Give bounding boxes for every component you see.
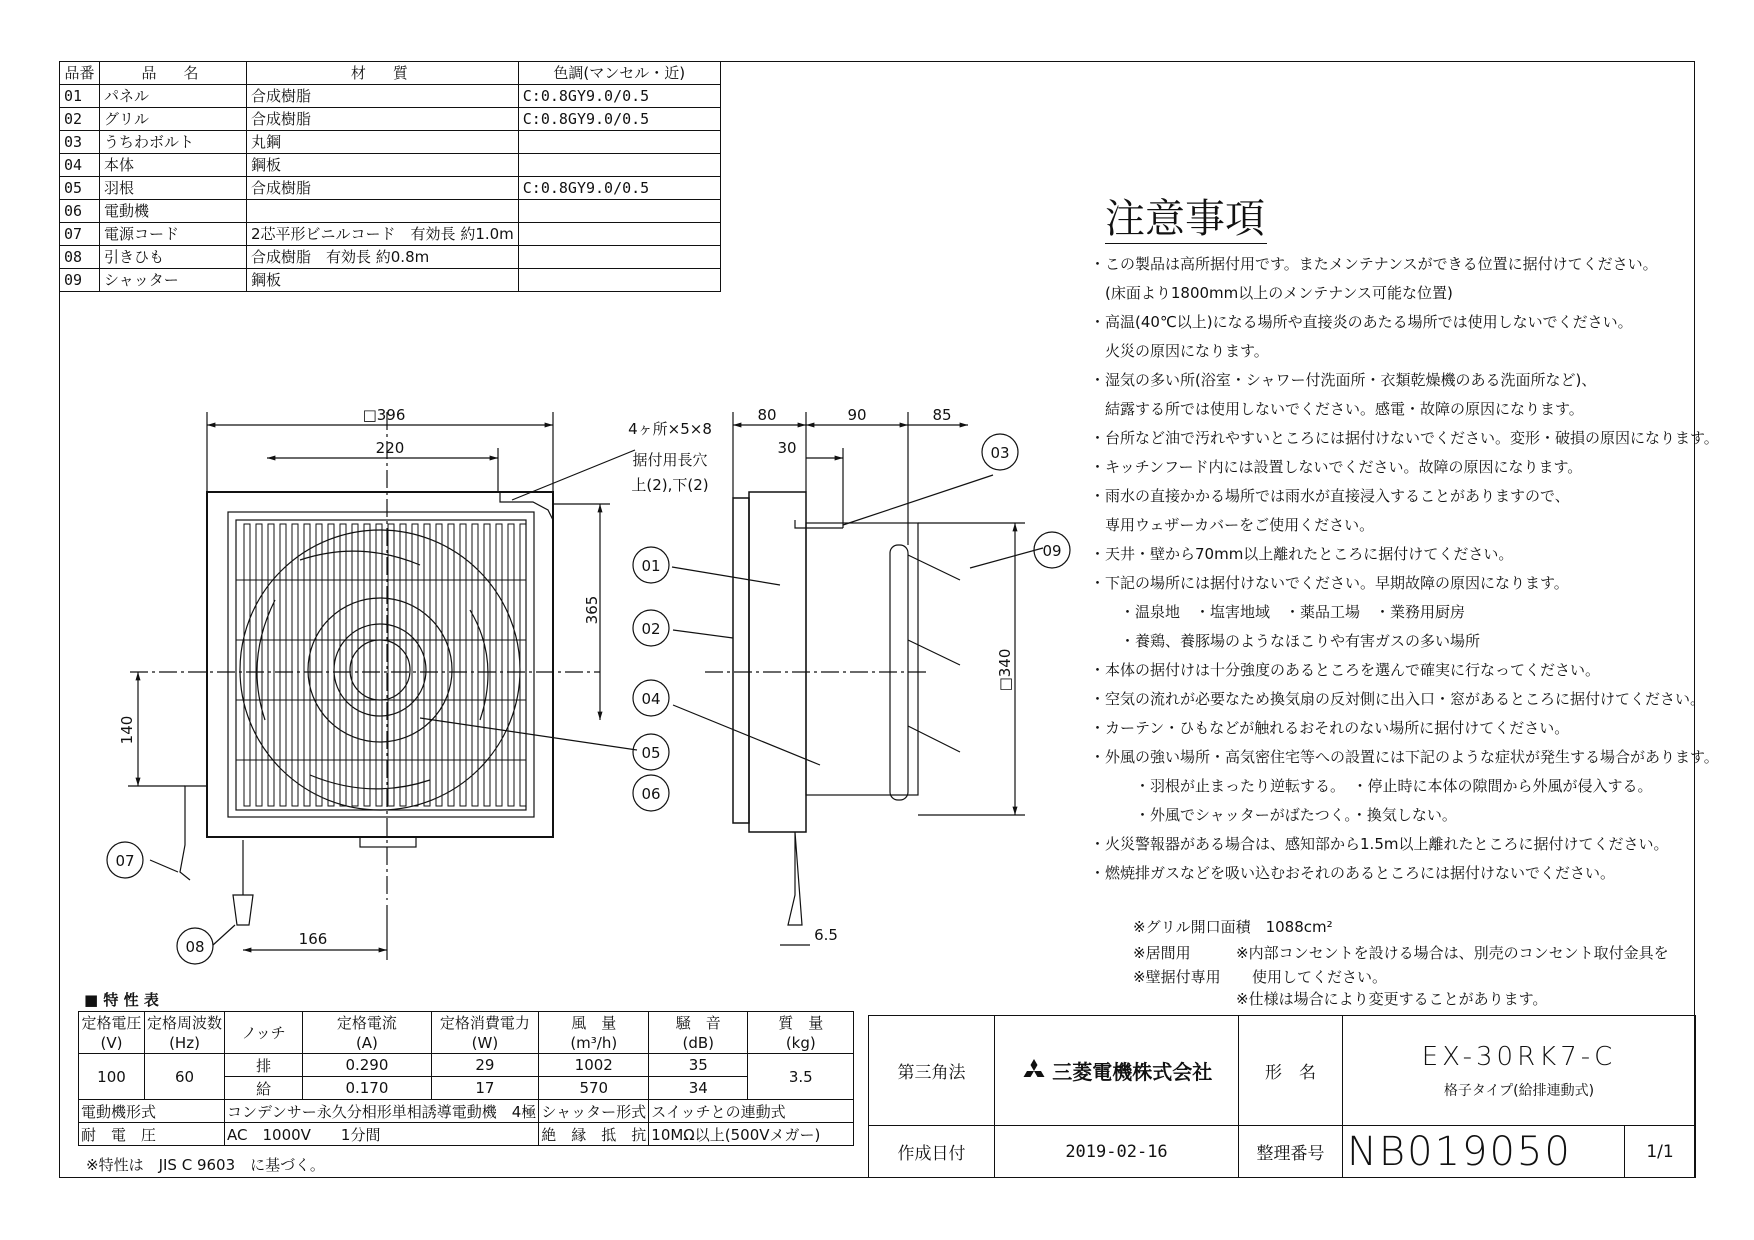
mitsubishi-logo-icon [1021, 1059, 1047, 1083]
grille-bar [268, 524, 274, 806]
caution-note-line: ・台所など油で汚れやすいところには据付けないでください。変形・破損の原因になります。 [1090, 429, 1719, 447]
caution-note-line: (床面より1800mm以上のメンテナンス可能な位置) [1090, 284, 1453, 302]
part-name: パネル [100, 85, 247, 108]
caution-note-line: ・燃焼排ガスなどを吸い込むおそれのあるところには据付けないでください。 [1090, 864, 1616, 882]
living-room-note: ※居間用 [1133, 944, 1191, 962]
spec-withstand-label: 耐 電 圧 [79, 1123, 225, 1146]
model-number: EX-30RK7-C [1421, 1041, 1617, 1072]
grille-bar [460, 524, 466, 806]
number-label: 整理番号 [1239, 1126, 1343, 1178]
part-material: 合成樹脂 有効長 約0.8m [247, 246, 519, 269]
spec-motor-label: 電動機形式 [79, 1100, 225, 1123]
part-material: 丸鋼 [247, 131, 519, 154]
company-name: 三菱電機株式会社 [1052, 1060, 1213, 1084]
grille-bar [496, 524, 502, 806]
dim-side-3: 85 [932, 406, 952, 424]
part-number: 09 [60, 269, 100, 292]
caution-note-line: ・養鶏、養豚場のようなほこりや有害ガスの多い場所 [1090, 632, 1481, 650]
part-name: シャッター [100, 269, 247, 292]
caution-note-line: ・高温(40℃以上)になる場所や直接炎のあたる場所では使用しないでください。 [1090, 313, 1633, 331]
part-material: 合成樹脂 [247, 85, 519, 108]
part-name: 羽根 [100, 177, 247, 200]
dim-side-2: 90 [847, 406, 867, 424]
spec-air-exhaust: 1002 [539, 1054, 649, 1077]
part-name: うちわボルト [100, 131, 247, 154]
spec-shutter-label: シャッター形式 [539, 1100, 649, 1123]
callout-02: 02 [641, 620, 661, 638]
spec-mass: 3.5 [748, 1054, 854, 1100]
part-material: 鋼板 [247, 154, 519, 177]
drawing-number: NB019050 [1343, 1126, 1625, 1178]
grille-bar [400, 524, 406, 806]
part-color: C:0.8GY9.0/0.5 [518, 177, 720, 200]
model-description: 格子タイプ(給排連動式) [1443, 1082, 1595, 1099]
part-name: 電源コード [100, 223, 247, 246]
mount-note-3: 上(2),下(2) [631, 476, 709, 494]
spec-h-mass: 質 量 (kg) [748, 1012, 854, 1054]
part-color: C:0.8GY9.0/0.5 [518, 85, 720, 108]
callout-04: 04 [641, 690, 661, 708]
callout-03: 03 [990, 444, 1010, 462]
caution-note-line: ・本体の据付けは十分強度のあるところを選んで確実に行なってください。 [1090, 661, 1601, 679]
caution-note-line: ・天井・壁から70mm以上離れたところに据付けてください。 [1090, 545, 1514, 563]
part-color: C:0.8GY9.0/0.5 [518, 108, 720, 131]
grille-bar [364, 524, 370, 806]
spec-h-noise: 騒 音 (dB) [649, 1012, 748, 1054]
spec-noise-exhaust: 35 [649, 1054, 748, 1077]
outlet-note: ※内部コンセントを設ける場合は、別売のコンセント取付金具を [1236, 944, 1669, 962]
part-material: 合成樹脂 [247, 108, 519, 131]
company-logo [995, 1016, 1239, 1126]
spec-insulation-value: 10MΩ以上(500Vメガー) [649, 1123, 854, 1146]
parts-header-color: 色調(マンセル・近) [518, 62, 720, 85]
part-material: 鋼板 [247, 269, 519, 292]
spec-footnote: ※特性は JIS C 9603 に基づく。 [86, 1156, 325, 1174]
part-number: 07 [60, 223, 100, 246]
spec-h-frequency: 定格周波数 (Hz) [145, 1012, 225, 1054]
dim-front-half: 220 [375, 439, 405, 457]
dim-cord-offset: 166 [298, 930, 328, 948]
grille-bar [388, 524, 394, 806]
grille-bar [424, 524, 430, 806]
outlet-note-2: 使用してください。 [1252, 968, 1388, 986]
part-name: グリル [100, 108, 247, 131]
date-label: 作成日付 [869, 1126, 995, 1178]
spec-voltage: 100 [79, 1054, 145, 1100]
part-number: 01 [60, 85, 100, 108]
caution-note-line: ・羽根が止まったり逆転する。 ・停止時に本体の隙間から外風が侵入する。 [1090, 777, 1653, 795]
callout-09: 09 [1042, 542, 1062, 560]
spec-notch-exhaust: 排 [225, 1054, 303, 1077]
dim-pull: 6.5 [814, 926, 838, 944]
part-number: 03 [60, 131, 100, 154]
callout-01: 01 [641, 557, 661, 575]
part-material: 2芯平形ビニルコード 有効長 約1.0m [247, 223, 519, 246]
grille-bar [352, 524, 358, 806]
caution-note-line: ・温泉地 ・塩害地域 ・薬品工場 ・業務用厨房 [1090, 603, 1466, 621]
grille-bar [304, 524, 310, 806]
caution-note-line: ・空気の流れが必要なため換気扇の反対側に出入口・窓があるところに据付けてください。 [1090, 690, 1706, 708]
part-number: 04 [60, 154, 100, 177]
creation-date: 2019-02-16 [995, 1126, 1239, 1178]
spec-h-notch: ノッチ [225, 1012, 303, 1054]
callout-07: 07 [115, 852, 135, 870]
mount-note-1: 4ヶ所×5×8 [628, 420, 712, 438]
grille-bar [376, 524, 382, 806]
grille-bar [484, 524, 490, 806]
callout-08: 08 [185, 938, 205, 956]
spec-notch-supply: 給 [225, 1077, 303, 1100]
part-name: 引きひも [100, 246, 247, 269]
caution-note-line: ・カーテン・ひもなどが触れるおそれのない場所に据付けてください。 [1090, 719, 1570, 737]
parts-header-no: 品番 [60, 62, 100, 85]
grille-bar [508, 524, 514, 806]
model-cell [1343, 1016, 1696, 1126]
part-number: 05 [60, 177, 100, 200]
spec-motor-value: コンデンサー永久分相形単相誘導電動機 4極 [225, 1100, 539, 1123]
dim-side-1: 80 [757, 406, 777, 424]
dim-front-width: □396 [362, 406, 406, 424]
callout-06: 06 [641, 785, 661, 803]
spec-noise-supply: 34 [649, 1077, 748, 1100]
part-number: 02 [60, 108, 100, 131]
model-label: 形 名 [1239, 1016, 1343, 1126]
grille-bar [412, 524, 418, 806]
grille-bar [436, 524, 442, 806]
spec-table-title: ■ 特 性 表 [84, 991, 159, 1009]
dim-side-4: 30 [777, 439, 797, 457]
spec-h-voltage: 定格電圧 (V) [79, 1012, 145, 1054]
caution-note-line: 火災の原因になります。 [1090, 342, 1269, 360]
caution-note-line: ・雨水の直接かかる場所では雨水が直接浸入することがありますので、 [1090, 487, 1570, 505]
spec-frequency: 60 [145, 1054, 225, 1100]
caution-note-line: 結露する所では使用しないでください。感電・故障の原因になります。 [1090, 400, 1584, 418]
projection-label: 第三角法 [869, 1016, 995, 1126]
spec-h-airflow: 風 量 (m³/h) [539, 1012, 649, 1054]
caution-notes [1090, 250, 1719, 888]
spec-change-note: ※仕様は場合により変更することがあります。 [1236, 990, 1548, 1008]
side-view-panel [733, 498, 749, 823]
grille-bar [244, 524, 250, 806]
spec-h-power: 定格消費電力 (W) [431, 1012, 539, 1054]
caution-note-line: ・外風でシャッターがばたつく。・換気しない。 [1090, 806, 1457, 824]
caution-note-line: ・湿気の多い所(浴室・シャワー付洗面所・衣類乾燥機のある洗面所など)、 [1090, 371, 1597, 389]
spec-current-supply: 0.170 [303, 1077, 431, 1100]
wall-mount-note: ※壁据付専用 [1133, 968, 1221, 986]
grille-bar [340, 524, 346, 806]
dim-center-offset: 140 [118, 715, 136, 745]
caution-note-line: ・キッチンフード内には設置しないでください。故障の原因になります。 [1090, 458, 1583, 476]
spec-shutter-value: スイッチとの連動式 [649, 1100, 854, 1123]
part-name: 電動機 [100, 200, 247, 223]
spec-table [78, 1011, 854, 1146]
part-material: 合成樹脂 [247, 177, 519, 200]
spec-power-supply: 17 [431, 1077, 539, 1100]
front-view-frame [207, 492, 553, 837]
caution-note-line: ・この製品は高所据付用です。またメンテナンスができる位置に据付けてください。 [1090, 255, 1658, 273]
notes-title: 注意事項 [1105, 196, 1265, 242]
caution-note-line: 専用ウェザーカバーをご使用ください。 [1090, 516, 1375, 534]
title-block [868, 1015, 1696, 1178]
caution-note-line: ・火災警報器がある場合は、感知部から1.5m以上離れたところに据付けてください。 [1090, 835, 1669, 853]
part-number: 08 [60, 246, 100, 269]
grille-bar [448, 524, 454, 806]
spec-current-exhaust: 0.290 [303, 1054, 431, 1077]
grille-area-note: ※グリル開口面積 1088cm² [1133, 918, 1333, 936]
caution-note-line: ・外風の強い場所・高気密住宅等への設置には下記のような症状が発生する場合があります。 [1090, 748, 1719, 766]
spec-insulation-label: 絶 縁 抵 抗 [539, 1123, 649, 1146]
spec-withstand-value: AC 1000V 1分間 [225, 1123, 539, 1146]
callout-05: 05 [641, 744, 661, 762]
part-name: 本体 [100, 154, 247, 177]
parts-header-name: 品 名 [100, 62, 247, 85]
grille-bar [292, 524, 298, 806]
grille-bar [328, 524, 334, 806]
parts-header-material: 材 質 [247, 62, 519, 85]
part-number: 06 [60, 200, 100, 223]
grille-bar [316, 524, 322, 806]
spec-air-supply: 570 [539, 1077, 649, 1100]
dim-side-height: □340 [996, 648, 1014, 692]
mount-note-2: 据付用長穴 [632, 451, 708, 469]
grille-bar [472, 524, 478, 806]
caution-note-line: ・下記の場所には据付けないでください。早期故障の原因になります。 [1090, 574, 1569, 592]
dim-front-height: 365 [583, 595, 601, 625]
spec-h-current: 定格電流 (A) [303, 1012, 431, 1054]
page-number: 1/1 [1625, 1126, 1696, 1178]
grille-bar [520, 524, 526, 806]
spec-power-exhaust: 29 [431, 1054, 539, 1077]
